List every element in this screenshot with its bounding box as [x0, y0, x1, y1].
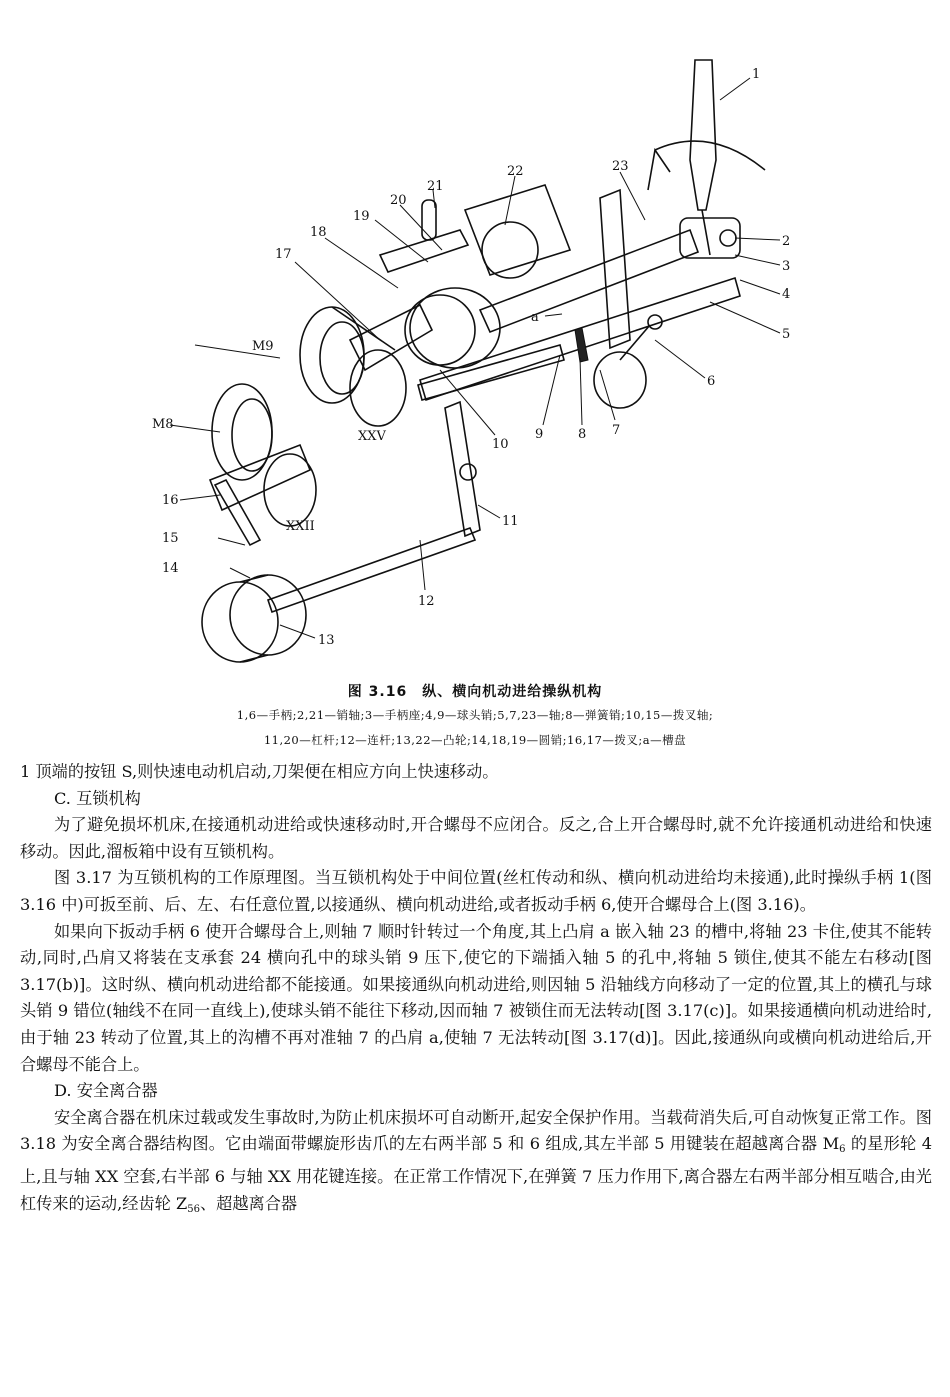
paragraph-safety-clutch: [20, 1105, 932, 1223]
lever-20: [380, 230, 468, 272]
paragraph-continued: 1 顶端的按钮 S,则快速电动机启动,刀架便在相应方向上快速移动。: [20, 762, 499, 781]
paragraph-safety-clutch-part-3: 、超越离合器: [199, 1193, 298, 1213]
rotation-arrow: [655, 141, 765, 170]
cam-drum-13: [202, 582, 278, 662]
label-18: 18: [310, 225, 327, 240]
mechanism-figure: [150, 40, 800, 668]
label-21: 21: [427, 179, 444, 194]
label-20: 20: [390, 193, 407, 208]
label-19: 19: [353, 209, 370, 224]
cam-22: [465, 185, 570, 275]
label-xxv: XXV: [358, 429, 386, 444]
label-1: 1: [752, 67, 761, 82]
paragraph-interlock-operation: 如果向下扳动手柄 6 使开合螺母合上,则轴 7 顺时针转过一个角度,其上凸肩 a 嵌入轴 23 的槽中,将轴 23 卡住,使其不能转动,同时,凸肩又将装在支承套 24 横向孔中的球头销 9 压下,使它的下端插入轴 5 的孔中,将轴 5 锁住,使其不能左右移动[图 3.17(b)]。这时纵、横向机动进给都不能接通。如果接通纵向机动进给,则因轴 5 沿轴线方向移动了一定的位置,其上的横孔与球头销 9 错位(轴线不在同一直线上),使球头销不能往下移动,因而轴 7 被锁住而无法转动[图 3.17(c)]。如果接通横向机动进给时,由于轴 23 转动了位置,其上的沟槽不再对准轴 7 的凸肩 a,使轴 7 无法转动[图 3.17(d)]。因此,接通纵向或横向机动进给后,开合螺母不能合上。: [20, 921, 932, 1074]
label-23: 23: [612, 159, 629, 174]
label-3: 3: [782, 259, 791, 274]
label-17: 17: [275, 247, 292, 262]
subscript-z56: 56: [187, 1203, 200, 1215]
label-10: 10: [492, 437, 509, 452]
subscript-m6: 6: [839, 1144, 846, 1156]
label-14: 14: [162, 561, 179, 576]
handle-1: [690, 60, 716, 210]
label-2: 2: [782, 234, 791, 249]
feed-control-mechanism-drawing: [150, 40, 800, 668]
label-16: 16: [162, 493, 179, 508]
label-5: 5: [782, 327, 791, 342]
rod-12: [268, 528, 475, 612]
paragraph-interlock-principle: 图 3.17 为互锁机构的工作原理图。当互锁机构处于中间位置(丝杠传动和纵、横向机动进给均未接通),此时操纵手柄 1(图 3.16 中)可扳至前、后、左、右任意位置,以接通纵、横向机动进给,或者扳动手柄 6,使开合螺母合上(图 3.16)。: [20, 868, 932, 914]
shaft-23: [480, 230, 698, 332]
handle-6: [594, 352, 646, 408]
label-m9: M9: [252, 339, 274, 354]
paragraph-safety-clutch-part-2: 的星形轮 4 上,且与轴 XX 空套,右半部 6 与轴 XX 用花键连接。在正常工作情况下,在弹簧 7 压力作用下,离合器左右两半部分相互啮合,由光杠传来的运动,经齿轮 Z: [20, 1134, 933, 1213]
figure-caption-title: 图 3.16 纵、横向机动进给操纵机构: [347, 684, 603, 700]
label-m8: M8: [152, 417, 174, 432]
label-22: 22: [507, 164, 524, 179]
label-6: 6: [707, 374, 716, 389]
heading-interlock: C. 互锁机构: [54, 788, 141, 808]
label-9: 9: [535, 427, 544, 442]
label-xxii: XXII: [286, 519, 315, 534]
label-15: 15: [162, 531, 179, 546]
label-4: 4: [782, 287, 791, 302]
paragraph-interlock-purpose: 为了避免损坏机床,在接通机动进给或快速移动时,开合螺母不应闭合。反之,合上开合螺母时,就不允许接通机动进给和快速移动。因此,溜板箱中设有互锁机构。: [20, 815, 932, 861]
label-8: 8: [578, 427, 587, 442]
label-7: 7: [612, 423, 621, 438]
label-13: 13: [318, 633, 335, 648]
figure-legend-line-2: 11,20—杠杆;12—连杆;13,22—凸轮;14,18,19—圆销;16,17—拨叉;a—槽盘: [263, 733, 687, 747]
figure-legend-line-1: 1,6—手柄;2,21—销轴;3—手柄座;4,9—球头销;5,7,23—轴;8—弹簧销;10,15—拨叉轴;: [236, 708, 714, 722]
label-11: 11: [502, 514, 519, 529]
paragraph-safety-clutch-part-1: 安全离合器在机床过载或发生事故时,为防止机床损坏可自动断开,起安全保护作用。当载荷消失后,可自动恢复正常工作。图 3.18 为安全离合器结构图。它由端面带螺旋形齿爪的左右两半部 5 和 6 组成,其左半部 5 用键装在超越离合器 M: [20, 1107, 932, 1154]
body-text: [20, 759, 932, 1223]
heading-safety-clutch: D. 安全离合器: [54, 1081, 158, 1101]
label-a: a: [531, 310, 539, 325]
label-12: 12: [418, 594, 435, 609]
